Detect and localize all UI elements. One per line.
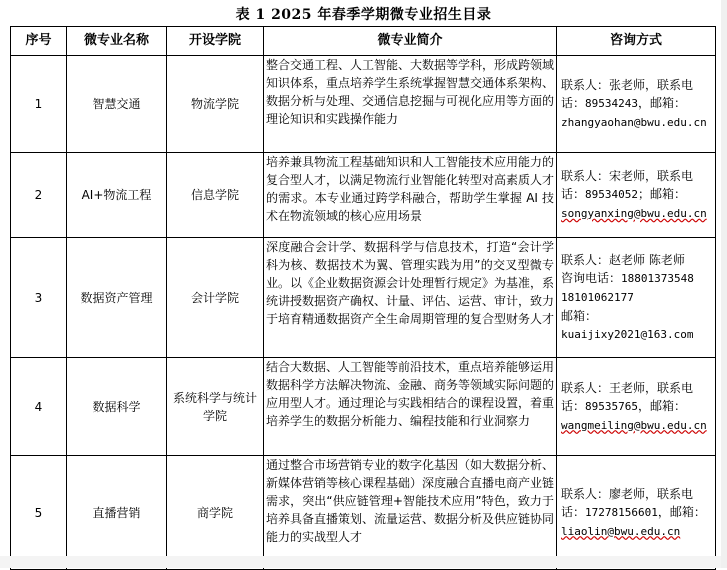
row-no: 1 <box>11 56 67 153</box>
col-header-college: 开设学院 <box>167 27 264 56</box>
row-name: 数据科学 <box>67 358 167 456</box>
row-contact <box>557 456 716 570</box>
contact-phone: 17278156601 <box>585 505 658 519</box>
col-header-intro: 微专业简介 <box>264 27 557 56</box>
row-name: 直播营销 <box>67 456 167 570</box>
row-intro: 整合交通工程、人工智能、大数据等学科，形成跨领域知识体系，重点培养学生系统掌握智慧交通体系架构、数据分析与处理、交通信息挖掘与可视化应用等方面的理论知识和实践操作能力 <box>264 56 557 153</box>
contact-email[interactable]: songyanxing@bwu.edu.cn <box>561 207 707 220</box>
mail-label: 邮箱： <box>561 309 598 323</box>
table-row <box>11 153 716 238</box>
contact-phone-2: 18101062177 <box>561 291 634 304</box>
row-college: 系统科学与统计学院 <box>167 358 264 456</box>
row-name: AI+物流工程 <box>67 153 167 238</box>
table-row <box>11 358 716 456</box>
row-intro: 结合大数据、人工智能等前沿技术，重点培养能够运用数据科学方法解决物流、金融、商务等领域实际问题的应用型人才。通过理论与实践相结合的课程设置，着重培养学生的数据分析能力、编程技能和行业洞察力 <box>264 358 557 456</box>
table-caption: 表 1 2025 年春季学期微专业招生目录 <box>235 7 492 23</box>
phone-label: 咨询电话： <box>561 271 622 285</box>
row-intro: 通过整合市场营销专业的数字化基因（如大数据分析、新媒体营销等核心课程基础）深度融合直播电商产业链需求，突出“供应链管理+智能技术应用”特色，致力于培养具备直播策划、流量运营、数据分析及供应链协同能力的实战型人才 <box>264 456 557 570</box>
contact-phone: 18801373548 <box>621 272 694 285</box>
row-college: 物流学院 <box>167 56 264 153</box>
right-edge-shade <box>721 0 727 568</box>
bottom-shade <box>0 556 727 568</box>
col-header-name: 微专业名称 <box>67 27 167 56</box>
row-contact <box>557 153 716 238</box>
row-contact <box>557 56 716 153</box>
mail-label: ；邮箱： <box>638 187 687 201</box>
header-row <box>11 27 716 56</box>
contact-phone: 89534243 <box>585 97 638 110</box>
row-name: 数据资产管理 <box>67 238 167 358</box>
row-college: 信息学院 <box>167 153 264 238</box>
contact-email[interactable]: kuaijixy2021@163.com <box>561 328 694 341</box>
contact-person: 联系人：王老师，联系电话： <box>561 380 694 413</box>
col-header-no: 序号 <box>11 27 67 56</box>
contact-phone: 89534052 <box>585 188 638 201</box>
contact-person: 联系人：宋老师，联系电话： <box>561 169 694 201</box>
row-name: 智慧交通 <box>67 56 167 153</box>
mail-label: ，邮箱： <box>638 96 687 110</box>
contact-person: 联系人：廖老师，联系电话： <box>561 486 694 519</box>
row-no: 2 <box>11 153 67 238</box>
row-intro: 培养兼具物流工程基础知识和人工智能技术应用能力的复合型人才，以满足物流行业智能化转型对高素质人才的需求。本专业通过跨学科融合，帮助学生掌握 AI 技术在物流领域的核心应用场景 <box>264 153 557 238</box>
row-intro: 深度融合会计学、数据科学与信息技术，打造“会计学科为核、数据技术为翼、管理实践为用”的交叉型微专业。以《企业数据资源会计处理暂行规定》为基准，系统讲授数据资产确权、计量、评估、运营、审计，致力于培育精通数据资产全生命周期管理的复合型财务人才 <box>264 238 557 358</box>
row-college: 商学院 <box>167 456 264 570</box>
contact-email[interactable]: zhangyaohan@bwu.edu.cn <box>561 116 707 129</box>
contact-phone: 89535765 <box>585 399 638 413</box>
row-no: 4 <box>11 358 67 456</box>
enrollment-table <box>10 26 716 570</box>
row-contact <box>557 238 716 358</box>
mail-label: ，邮箱： <box>657 504 706 519</box>
contact-email[interactable]: liaolin@bwu.edu.cn <box>561 524 681 538</box>
mail-label: ，邮箱： <box>638 398 687 413</box>
contact-email[interactable]: wangmeiling@bwu.edu.cn <box>561 418 707 432</box>
table-row <box>11 238 716 358</box>
row-no: 3 <box>11 238 67 358</box>
col-header-contact: 咨询方式 <box>557 27 716 56</box>
contact-person: 联系人：张老师，联系电话： <box>561 78 694 110</box>
table-row <box>11 56 716 153</box>
row-contact <box>557 358 716 456</box>
table-row <box>11 456 716 570</box>
row-college: 会计学院 <box>167 238 264 358</box>
row-no: 5 <box>11 456 67 570</box>
contact-person: 联系人：赵老师 陈老师 <box>561 253 685 267</box>
